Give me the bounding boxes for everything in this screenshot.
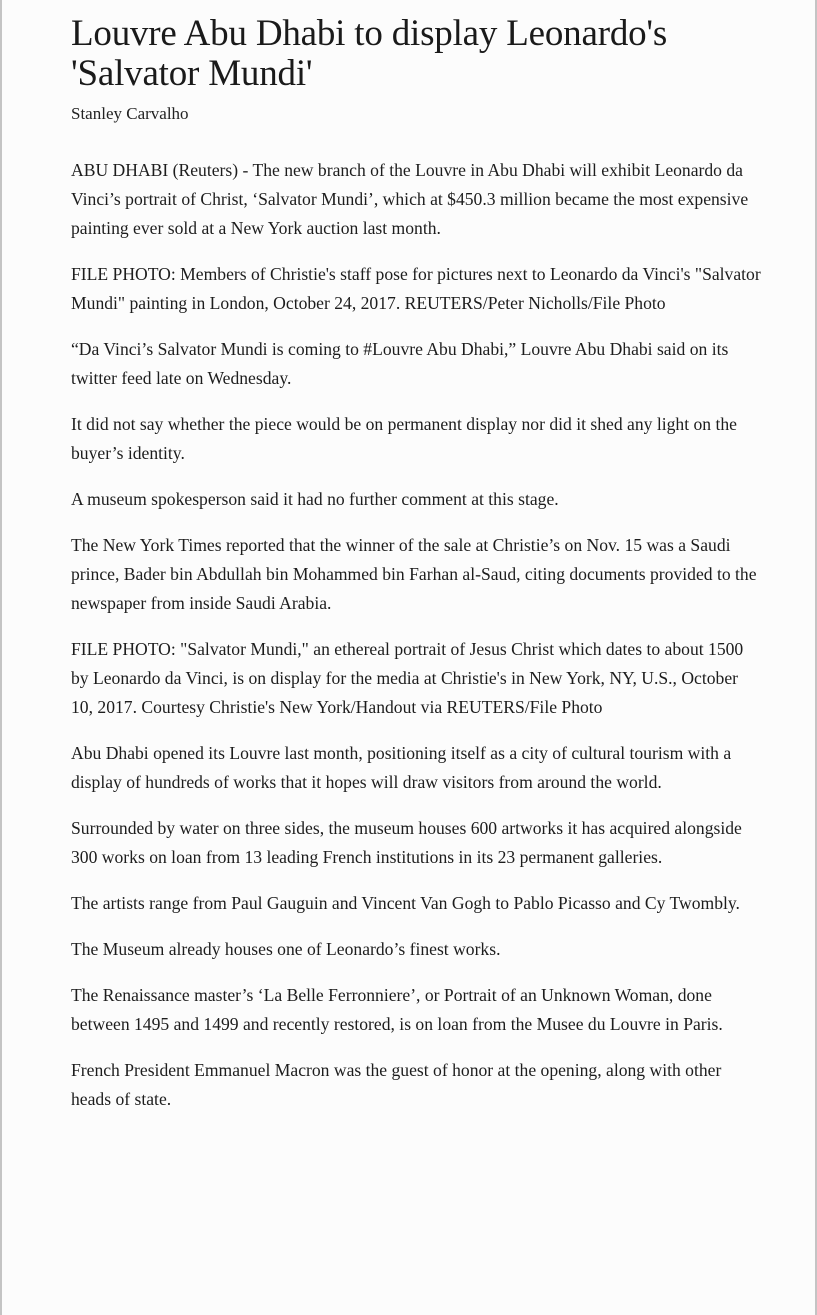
paragraph-dateline: ABU DHABI (Reuters) - The new branch of the Louvre in Abu Dhabi will exhibit Leonardo da Vinci’s portrait of Christ, ‘Salvator Mundi’, which at $450.3 million became the most expensive painting ever sold at a New York auction last month. — [71, 160, 749, 238]
photo-caption: FILE PHOTO: "Salvator Mundi," an ethereal portrait of Jesus Christ which dates to about 1500 by Leonardo da Vinci, is on display for the media at Christie's in New York, NY, U.S., October 10, 2017. Courtesy Christie's New York/Handout via REUTERS/File Photo — [71, 639, 744, 717]
paragraph: The New York Times reported that the winner of the sale at Christie’s on Nov. 15 was a Saudi prince, Bader bin Abdullah bin Mohammed bin Farhan al-Saud, citing documents provided to the newspaper from inside Saudi Arabia. — [71, 535, 757, 613]
paragraph: The Museum already houses one of Leonardo’s finest works. — [71, 939, 501, 959]
article-body — [71, 156, 761, 1114]
article-byline: Stanley Carvalho — [71, 104, 189, 123]
paragraph: “Da Vinci’s Salvator Mundi is coming to #Louvre Abu Dhabi,” Louvre Abu Dhabi said on its twitter feed late on Wednesday. — [71, 339, 729, 388]
article — [71, 14, 761, 1131]
photo-caption: FILE PHOTO: Members of Christie's staff pose for pictures next to Leonardo da Vinci's "Salvator Mundi" painting in London, October 24, 2017. REUTERS/Peter Nicholls/File Photo — [71, 264, 761, 313]
paragraph: Abu Dhabi opened its Louvre last month, positioning itself as a city of cultural tourism with a display of hundreds of works that it hopes will draw visitors from around the world. — [71, 743, 732, 792]
paragraph: A museum spokesperson said it had no further comment at this stage. — [71, 489, 559, 509]
article-headline: Louvre Abu Dhabi to display Leonardo's 'Salvator Mundi' — [71, 13, 668, 94]
paragraph: It did not say whether the piece would be on permanent display nor did it shed any light on the buyer’s identity. — [71, 414, 737, 463]
paragraph: French President Emmanuel Macron was the guest of honor at the opening, along with other heads of state. — [71, 1060, 722, 1109]
paragraph: The artists range from Paul Gauguin and Vincent Van Gogh to Pablo Picasso and Cy Twombly. — [71, 893, 740, 913]
paragraph: Surrounded by water on three sides, the museum houses 600 artworks it has acquired alongside 300 works on loan from 13 leading French institutions in its 23 permanent galleries. — [71, 818, 742, 867]
paragraph: The Renaissance master’s ‘La Belle Ferronniere’, or Portrait of an Unknown Woman, done between 1495 and 1499 and recently restored, is on loan from the Musee du Louvre in Paris. — [71, 985, 723, 1034]
